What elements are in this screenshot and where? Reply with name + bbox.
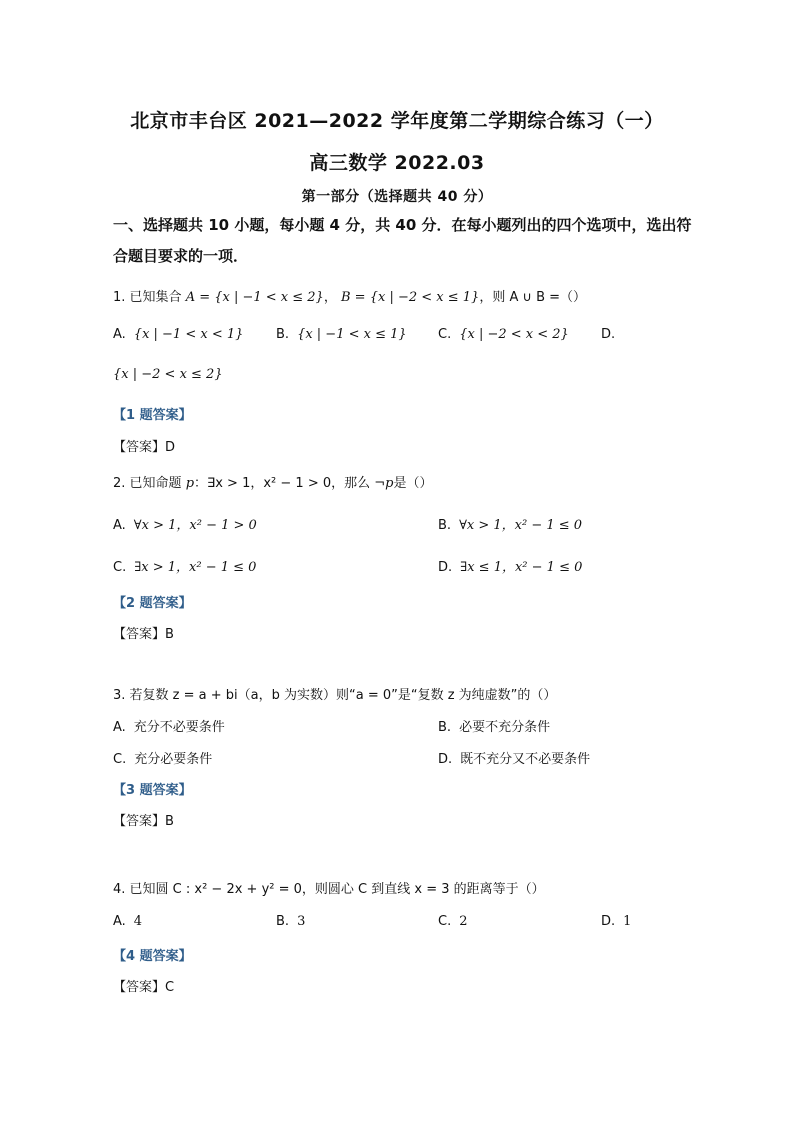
question-1-answer: 【答案】D [113, 440, 176, 455]
question-1-answer-tag: 【1 题答案】 [113, 408, 192, 423]
question-2-option-c: C. ∃x > 1，x² − 1 ≤ 0 [113, 560, 257, 575]
question-2-option-b: B. ∀x > 1，x² − 1 ≤ 0 [438, 518, 583, 533]
question-1-option-b: B. {x | −1 < x ≤ 1} [276, 327, 407, 342]
question-3-stem: 3. 若复数 z = a + bi（a，b 为实数）则“a = 0”是“复数 z 为纯虚数”的（） [113, 688, 557, 703]
question-3-option-b: B. 必要不充分条件 [438, 720, 551, 735]
question-2-option-a: A. ∀x > 1，x² − 1 > 0 [113, 518, 257, 533]
question-3-option-c: C. 充分必要条件 [113, 752, 213, 767]
question-4-option-b: B. 3 [276, 914, 306, 929]
question-3-answer-tag: 【3 题答案】 [113, 783, 192, 798]
question-1-option-a: A. {x | −1 < x < 1} [113, 327, 244, 342]
page-title: 北京市丰台区 2021—2022 学年度第二学期综合练习（一） [130, 110, 664, 132]
question-1-stem: 1. 已知集合 A = {x | −1 < x ≤ 2}， B = {x | −2 < x ≤ 1}，则 A ∪ B =（） [113, 290, 587, 305]
question-3-option-a: A. 充分不必要条件 [113, 720, 225, 735]
question-4-option-d: D. 1 [601, 914, 632, 929]
question-2-answer-tag: 【2 题答案】 [113, 596, 192, 611]
question-4-answer: 【答案】C [113, 980, 175, 995]
question-2-option-d: D. ∃x ≤ 1，x² − 1 ≤ 0 [438, 560, 583, 575]
question-2-stem: 2. 已知命题 p：∃x > 1，x² − 1 > 0，那么 ¬p是（） [113, 476, 433, 491]
question-1-option-d-label: D. [601, 327, 616, 342]
question-3-answer: 【答案】B [113, 814, 174, 829]
question-4-option-a: A. 4 [113, 914, 143, 929]
section-intro: 一、选择题共 10 小题，每小题 4 分，共 40 分．在每小题列出的四个选项中，选出符合题目要求的一项． [113, 216, 692, 265]
part-heading: 第一部分（选择题共 40 分） [301, 189, 493, 205]
question-2-answer: 【答案】B [113, 627, 174, 642]
question-3-option-d: D. 既不充分又不必要条件 [438, 752, 591, 767]
question-1-option-d: {x | −2 < x ≤ 2} [113, 367, 223, 382]
question-4-answer-tag: 【4 题答案】 [113, 949, 192, 964]
question-4-stem: 4. 已知圆 C : x² − 2x + y² = 0，则圆心 C 到直线 x = 3 的距离等于（） [113, 882, 545, 897]
page-subtitle: 高三数学 2022.03 [309, 152, 485, 174]
question-1-option-c: C. {x | −2 < x < 2} [438, 327, 569, 342]
question-4-option-c: C. 2 [438, 914, 468, 929]
